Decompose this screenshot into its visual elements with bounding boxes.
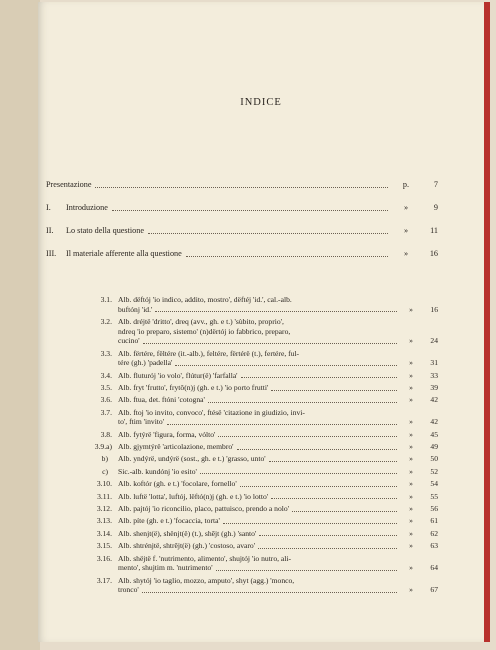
toc-entry[interactable] xyxy=(86,529,438,539)
toc-row-number: II. xyxy=(46,226,54,235)
dot-leader xyxy=(259,535,397,536)
entry-text: Alb. koftór (gh. e t.) 'focolare, fornello' xyxy=(118,479,237,489)
entry-text: cucino' xyxy=(118,336,140,346)
entry-number: 3.16. xyxy=(96,553,112,563)
entry-text: Alb. fytýrë 'figura, forma, vólto' xyxy=(118,429,216,439)
page-number: 67 xyxy=(430,585,438,595)
entry-text: buftónj 'id.' xyxy=(118,304,153,314)
page-number: 33 xyxy=(430,370,438,380)
page-number: 7 xyxy=(433,180,438,189)
ibid-mark: » xyxy=(409,454,413,464)
page-number: 16 xyxy=(430,304,438,314)
page-number: 16 xyxy=(429,249,438,258)
dot-leader xyxy=(186,256,388,257)
entry-number: 3.12. xyxy=(96,504,112,514)
entry-number: 3.17. xyxy=(96,575,112,585)
entry-text: ndreq 'io preparo, sistemo' (n)dërtój io fabbrico, preparo, xyxy=(118,326,291,336)
entry-number: 3.14. xyxy=(96,528,112,538)
page-number: 24 xyxy=(430,336,438,346)
entry-text: Alb. shenjt(ë), shënjt(ë) (t.), shējt (gh.) 'santo' xyxy=(118,528,257,538)
entry-text: mento', shujtim m. 'nutrimento' xyxy=(118,563,213,573)
ibid-mark: » xyxy=(409,370,413,380)
toc-row[interactable] xyxy=(46,203,438,213)
toc-row[interactable] xyxy=(46,249,438,259)
page-number: 42 xyxy=(430,395,438,405)
page-number: 39 xyxy=(430,382,438,392)
entry-text: Alb. fërtére, fëltére (it.-alb.), feltére, fërtérë (t.), fertére, ful- xyxy=(118,348,300,358)
ibid-mark: p. xyxy=(402,180,410,189)
toc-entry[interactable] xyxy=(86,576,438,595)
entry-number: 3.2. xyxy=(100,316,112,326)
dot-leader xyxy=(258,548,397,549)
toc-row-label: I. Introduzione xyxy=(46,203,108,212)
toc-row[interactable] xyxy=(46,180,438,190)
page-number: 9 xyxy=(433,203,438,212)
dot-leader xyxy=(218,436,397,437)
ibid-mark: » xyxy=(409,541,413,551)
entry-number: 3.9.a) xyxy=(94,442,112,452)
toc-entry[interactable] xyxy=(86,383,438,393)
page-number: 50 xyxy=(430,454,438,464)
toc-entry[interactable] xyxy=(86,371,438,381)
book-spine xyxy=(0,0,40,650)
page-number: 63 xyxy=(430,541,438,551)
ibid-mark: » xyxy=(403,226,409,235)
entry-text: Alb. ftua, det. ftóni 'cotogna' xyxy=(118,395,205,405)
entry-number: 3.5. xyxy=(100,382,112,392)
entry-text: Alb. shtrénjtë, shtrêjt(ë) (gh.) 'costoso, avaro' xyxy=(118,541,256,551)
ibid-mark: » xyxy=(409,516,413,526)
entry-text: Alb. fryt 'frutto', frytô(n)j (gh. e t.) 'io porto frutti' xyxy=(118,382,269,392)
entry-number: b) xyxy=(101,454,108,464)
entry-number: 3.15. xyxy=(96,541,112,551)
toc-row-number: III. xyxy=(46,249,57,258)
page-number: 49 xyxy=(430,442,438,452)
page-number: 55 xyxy=(430,491,438,501)
ibid-mark: » xyxy=(409,442,413,452)
page-number: 11 xyxy=(430,226,438,235)
toc-row[interactable] xyxy=(46,226,438,236)
dot-leader xyxy=(155,311,397,312)
ibid-mark: » xyxy=(403,249,409,258)
toc-entry[interactable] xyxy=(86,442,438,452)
dot-leader xyxy=(167,424,397,425)
toc-entry[interactable] xyxy=(86,349,438,368)
entry-number: 3.8. xyxy=(100,429,112,439)
dot-leader xyxy=(237,449,397,450)
dot-leader xyxy=(269,461,397,462)
dot-leader xyxy=(292,511,397,512)
entry-text: tére (gh.) 'padella' xyxy=(118,358,173,368)
toc-entries xyxy=(86,295,438,598)
page-number: 45 xyxy=(430,429,438,439)
dot-leader xyxy=(271,498,397,499)
toc-row-number: I. xyxy=(46,203,51,212)
dot-leader xyxy=(241,377,397,378)
entry-text: Alb. fluturój 'io volo', flútur(ë) 'farfalla' xyxy=(118,370,238,380)
ibid-mark: » xyxy=(409,382,413,392)
entry-text: Alb. shytój 'io taglio, mozzo, amputo', shyt (agg.) 'monco, xyxy=(118,575,295,585)
dot-leader xyxy=(240,486,397,487)
toc-entry[interactable] xyxy=(86,541,438,551)
entry-text: Alb. shëjtë f. 'nutrimento, alimento', shujtój 'io nutro, ali- xyxy=(118,553,292,563)
entry-text: Sic.-alb. kundónj 'io esito' xyxy=(118,466,197,476)
entry-text: Alb. yndýrë, undýrë (sost., gh. e t.) 'grasso, unto' xyxy=(118,454,266,464)
ibid-mark: » xyxy=(409,429,413,439)
entry-text: Alb. ftoj 'io invito, convoco', ftésë 'citazione in giudizio, invi- xyxy=(118,407,305,417)
ibid-mark: » xyxy=(409,466,413,476)
page-number: 31 xyxy=(430,358,438,368)
toc-entry[interactable] xyxy=(86,295,438,314)
toc-entry[interactable] xyxy=(86,479,438,489)
dot-leader xyxy=(112,210,388,211)
ibid-mark: » xyxy=(409,563,413,573)
toc-row-label: II. Lo stato della questione xyxy=(46,226,144,235)
dot-leader xyxy=(143,343,397,344)
page-number: 54 xyxy=(430,479,438,489)
toc-entry[interactable] xyxy=(86,408,438,427)
entry-number: 3.10. xyxy=(96,479,112,489)
entry-text: to', ftim 'invito' xyxy=(118,417,165,427)
ibid-mark: » xyxy=(409,528,413,538)
ibid-mark: » xyxy=(403,203,409,212)
ibid-mark: » xyxy=(409,504,413,514)
entry-text: Alb. píte (gh. e t.) 'focaccia, torta' xyxy=(118,516,220,526)
entry-text: Alb. gjymtýrë 'articolazione, membro' xyxy=(118,442,234,452)
entry-text: Alb. luftë 'lotta', luftój, lëftó(n)j (gh. e t.) 'io lotto' xyxy=(118,491,269,501)
page-number: 61 xyxy=(430,516,438,526)
toc-entry[interactable] xyxy=(86,395,438,405)
toc-entry[interactable] xyxy=(86,317,438,346)
entry-number: 3.6. xyxy=(100,395,112,405)
dot-leader xyxy=(200,473,397,474)
ibid-mark: » xyxy=(409,417,413,427)
ibid-mark: » xyxy=(409,491,413,501)
entry-number: 3.13. xyxy=(96,516,112,526)
page-number: 64 xyxy=(430,563,438,573)
page-number: 52 xyxy=(430,466,438,476)
dot-leader xyxy=(223,523,397,524)
entry-text: Alb. pajtój 'io riconcilio, placo, pattuisco, prendo a nolo' xyxy=(118,504,290,514)
ibid-mark: » xyxy=(409,358,413,368)
toc-entry[interactable] xyxy=(86,492,438,502)
dot-leader xyxy=(95,187,388,188)
entry-number: 3.11. xyxy=(97,491,112,501)
toc-entry[interactable] xyxy=(86,454,438,464)
toc-top-level xyxy=(46,180,438,272)
dot-leader xyxy=(216,570,397,571)
ibid-mark: » xyxy=(409,479,413,489)
entry-number: 3.7. xyxy=(100,407,112,417)
toc-entry[interactable] xyxy=(86,430,438,440)
toc-entry[interactable] xyxy=(86,516,438,526)
toc-entry[interactable] xyxy=(86,504,438,514)
dot-leader xyxy=(148,233,388,234)
dot-leader xyxy=(271,390,397,391)
entry-number: c) xyxy=(102,466,108,476)
page-title: INDICE xyxy=(240,97,282,108)
dot-leader xyxy=(208,402,397,403)
entry-text: Alb. dëftój 'io indico, addito, mostro', dëftéj 'id.', cal.-alb. xyxy=(118,295,292,304)
dot-leader xyxy=(175,365,397,366)
page-number: 56 xyxy=(430,504,438,514)
entry-text: tronco' xyxy=(118,585,139,595)
dot-leader xyxy=(142,592,397,593)
entry-number: 3.1. xyxy=(100,295,112,304)
page-number: 62 xyxy=(430,528,438,538)
ibid-mark: » xyxy=(409,585,413,595)
toc-entry[interactable] xyxy=(86,554,438,573)
toc-row-label: Presentazione xyxy=(46,180,92,189)
entry-number: 3.3. xyxy=(100,348,112,358)
entry-text: Alb. dréjtë 'dritto', dreq (avv., gh. e t.) 'sùbito, proprio', xyxy=(118,316,284,326)
page-number: 42 xyxy=(430,417,438,427)
toc-entry[interactable] xyxy=(86,467,438,477)
ibid-mark: » xyxy=(409,336,413,346)
ibid-mark: » xyxy=(409,395,413,405)
ibid-mark: » xyxy=(409,304,413,314)
toc-row-label: III. Il materiale afferente alla questione xyxy=(46,249,182,258)
entry-number: 3.4. xyxy=(100,370,112,380)
